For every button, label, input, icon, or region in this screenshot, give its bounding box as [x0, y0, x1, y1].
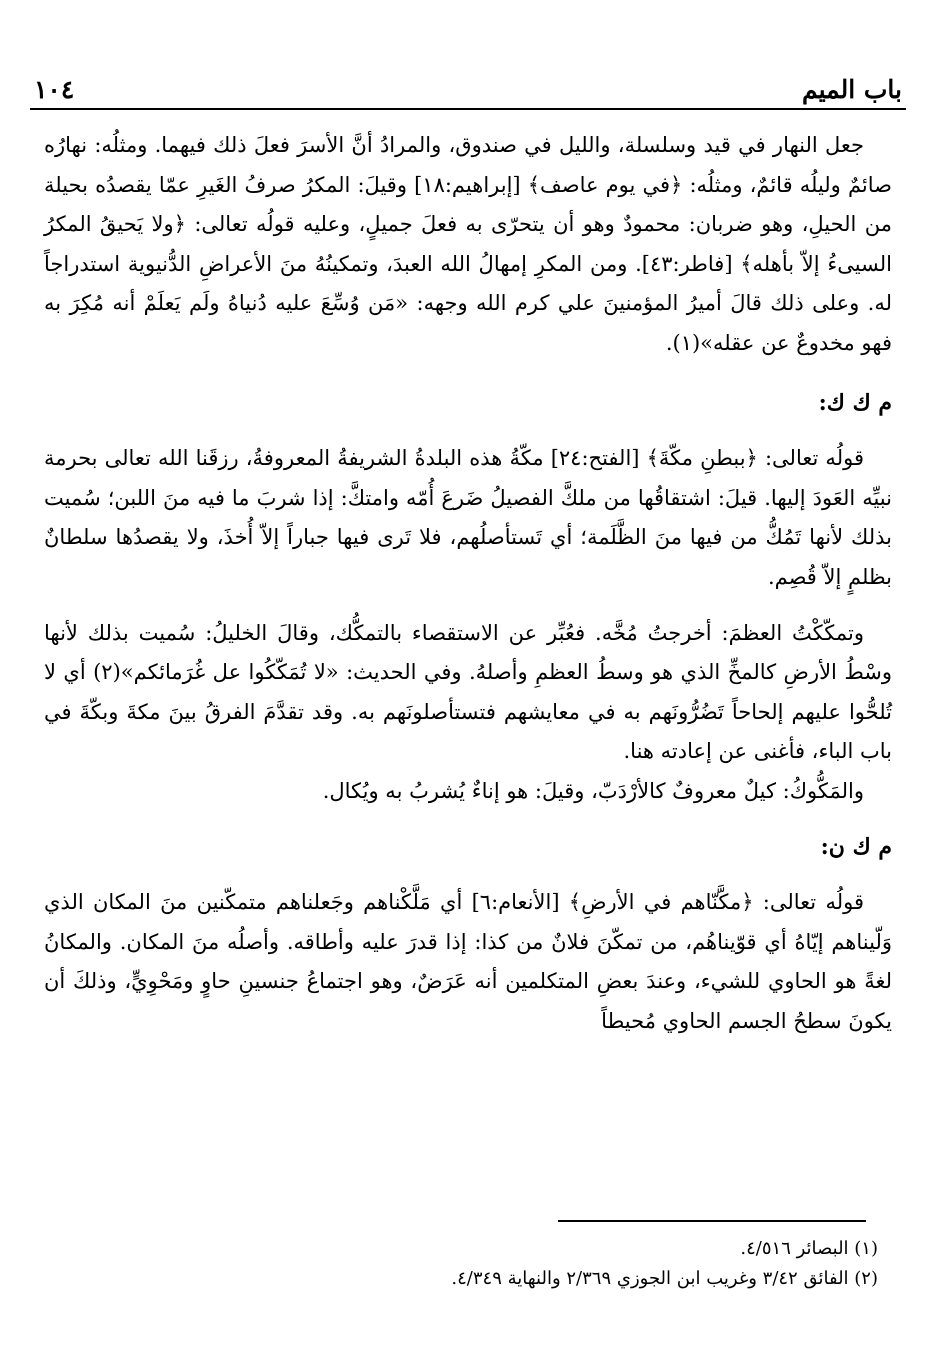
- section-heading-mkn: م ك ن:: [820, 833, 892, 860]
- paragraph-makr: جعل النهار في قيد وسلسلة، والليل في صندوق، والمرادُ أنَّ الأسرَ فعلَ ذلك فيهما. ومثلُه: نهارُه صائمٌ وليلُه قائمٌ، ومثلُه: ﴿في يوم عاصف﴾ [إبراهيم:١٨] وقيلَ: المكرُ صرفُ الغَيرِ عمّا يقصدُه بحيلة من الحيلِ، وهو ضربان: محمودٌ وهو أن يتحرّى به فعلَ جميلٍ، وعليه قولُه تعالى: ﴿ولا يَحيقُ المكرُ السيىءُ إلاّ بأهله﴾ [فاطر:٤٣]. ومن المكرِ إمهالُ الله العبدَ، وتمكينُهُ منَ الأعراضِ الدُّنيوية استدراجاً له. وعلى ذلك قالَ أميرُ المؤمنينَ علي كرم الله وجهه: «مَن وُسِّعَ عليه دُنياهُ ولَم يَعلَمْ أنه مُكِرَ به فهو مخدوعٌ عن عقله»(١).: [44, 133, 893, 355]
- paragraph-tamakkuk: وتمكّكْتُ العظمَ: أخرجتُ مُخَّه. فعُبِّر عن الاستقصاء بالتمكُّك، وقالَ الخليلُ: سُميت بذلك لأنها وسْطُ الأرضِ كالمخِّ الذي هو وسطُ العظمِ وأصلهُ. وفي الحديث: «لا تُمَكّكُوا عل غُرَمائكم»(٢) أي لا تُلحُّوا عليهم إلحاحاً تَضُرُّونَهم به في معايشهم فتستأصلونَهم به. وقد تقدَّمَ الفرقُ بينَ مكةَ وبكّةَ في باب الباء، فأغنى عن إعادته هنا.: [44, 620, 892, 764]
- paragraph-makka: قولُه تعالى: ﴿ببطنِ مكّةَ﴾ [الفتح:٢٤] مكّةُ هذه البلدةُ الشريفةُ المعروفةُ، رزقَنا الله تعالى بحرمة نبيِّه العَودَ إليها. قيلَ: اشتقاقُها من ملكَّ الفصيلُ ضَرعَ أُمّه وامتكَّ: إذا شربَ ما فيه منَ اللبن؛ سُميت بذلك لأنها تَمُكُّ من فيها منَ الظَّلَمة؛ أي تَستأصلُهم، فلا تَرى فيها جباراً إلاّ أُخذَ، ولا يقصدُها سلطانٌ بظلمٍ إلاّ قُصِم.: [44, 446, 892, 589]
- footnote-2: (٢) الفائق ٣/٤٢ وغريب ابن الجوزي ٢/٣٦٩ والنهاية ٤/٣٤٩.: [451, 1268, 878, 1289]
- paragraph-makkuk: والمَكُّوكُ: كيلٌ معروفٌ كالأرْدَبّ، وقيلَ: هو إناءٌ يُشربُ به ويُكال.: [322, 778, 864, 803]
- paragraph-makkanna: قولُه تعالى: ﴿مكَّنّاهم في الأرضِ﴾ [الأنعام:٦] أي مَلَّكْناهم وجَعلناهم متمكّنين منَ المكان الذي وَلّيناهم إيّاهُ أي قوّيناهُم، من تمكّنَ فلانٌ من كذا: إذا قدرَ عليه وأطاقه. وأصلُه منَ المكان. والمكانُ لغةً هو الحاوي للشيء، وعندَ بعضِ المتكلمين أنه عَرَضٌ، وهو اجتماعُ جنسينِ حاوٍ ومَحْوِيٍّ، وذلكَ أن يكونَ سطحُ الجسم الحاوي مُحيطاً: [44, 890, 892, 1033]
- chapter-title: باب الميم: [801, 75, 902, 104]
- footnote-1: (١) البصائر ٤/٥١٦.: [740, 1238, 878, 1259]
- header-divider: [30, 108, 906, 110]
- footnote-divider: [558, 1220, 866, 1222]
- footnotes: [44, 1234, 878, 1294]
- main-text: [44, 126, 892, 1041]
- page-number: ١٠٤: [34, 75, 75, 104]
- section-heading-mkk: م ك ك:: [818, 389, 892, 416]
- running-header: [34, 58, 902, 104]
